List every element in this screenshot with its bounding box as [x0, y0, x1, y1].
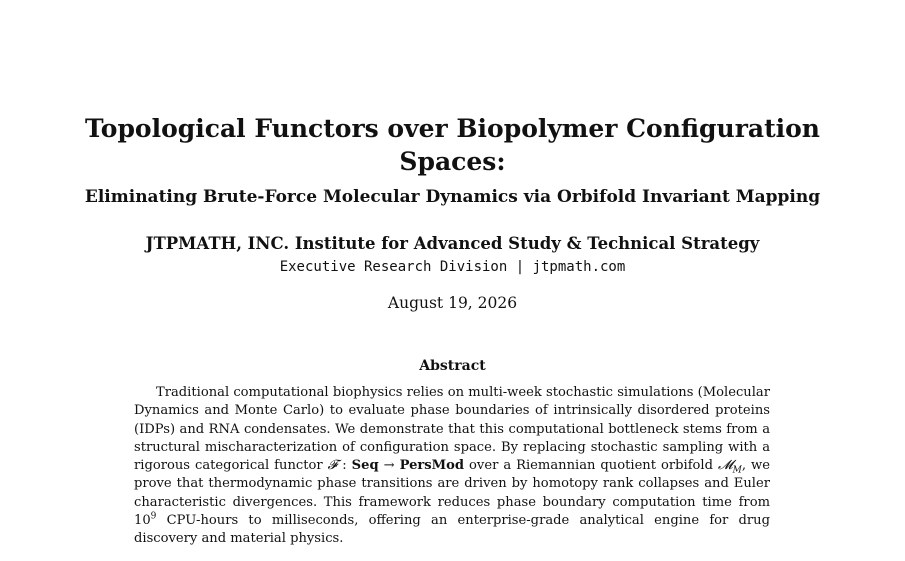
functor-colon: :	[337, 458, 352, 474]
functor-symbol: 𝓕	[327, 458, 338, 474]
paper-affiliation: Executive Research Division | jtpmath.com	[279, 259, 626, 275]
exponent: 9	[150, 511, 157, 522]
abstract-text-part-2: over a Riemannian quotient orbifold	[464, 458, 718, 474]
functor-codomain: PersMod	[399, 458, 465, 474]
paper-title: Topological Functors over Biopolymer Configuration Spaces:	[85, 114, 820, 176]
abstract-text-part-1: Traditional computational biophysics relies on multi-week stochastic simulations (Molecular Dynamics and Monte Carlo) to evaluate phase boundaries of intrinsically disordered proteins (IDPs) and RNA condensates. We demonstrate that this computational bottleneck stems from a structural mischaracterization of configuration space. By replacing stochastic sampling with a rigorous categorical functor	[134, 385, 770, 474]
orbifold-symbol: 𝓜	[718, 458, 733, 474]
functor-arrow: →	[378, 458, 400, 474]
abstract-text-part-3: , we prove that thermodynamic phase transitions are driven by homotopy rank collapses and Euler characteristic divergences. This framework reduces phase boundary computation time from 10	[134, 458, 770, 529]
functor-domain: Seq	[351, 458, 379, 474]
abstract-body	[134, 384, 770, 549]
paper-author: JTPMATH, INC. Institute for Advanced Study & Technical Strategy	[145, 234, 760, 253]
orbifold-subscript: M	[732, 465, 742, 476]
paper-date: August 19, 2026	[387, 294, 518, 312]
abstract-text-part-4: CPU-hours to milliseconds, offering an enterprise-grade analytical engine for drug discovery and material physics.	[134, 513, 770, 547]
paper-subtitle: Eliminating Brute-Force Molecular Dynamics via Orbifold Invariant Mapping	[84, 187, 821, 207]
abstract-heading: Abstract	[419, 358, 486, 374]
